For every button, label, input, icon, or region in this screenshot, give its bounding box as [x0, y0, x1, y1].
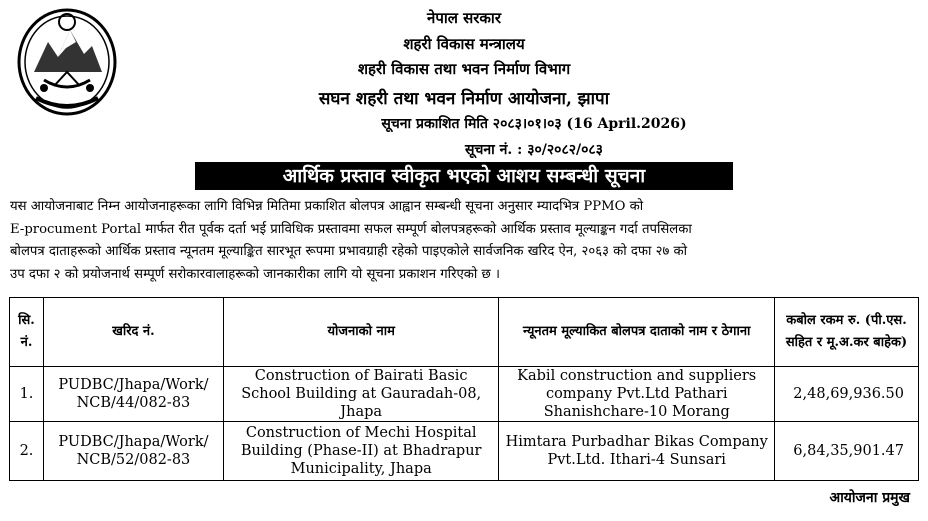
cell-amount: 2,48,69,936.50: [775, 367, 919, 422]
department-name: शहरी विकास तथा भवन निर्माण विभाग: [357, 60, 571, 78]
cell-sn: 2.: [10, 422, 44, 481]
cell-sn: 1.: [10, 367, 44, 422]
header-bidder: न्यूनतम मूल्याकित बोलपत्र दाताको नाम र ठेगाना: [499, 298, 775, 367]
paragraph-line: यस आयोजनाबाट निम्न आयोजनाहरूका लागि विभिन्न मितिमा प्रकाशित बोलपत्र आह्वान सम्बन्धी सूचना अनुसार म्यादभित्र PPMO को: [10, 199, 644, 214]
government-name: नेपाल सरकार: [427, 9, 501, 27]
notice-title: आर्थिक प्रस्ताव स्वीकृत भएको आशय सम्बन्धी सूचना: [195, 162, 733, 190]
cell-procurement-no: PUDBC/Jhapa/Work/ NCB/44/082-83: [43, 367, 223, 422]
cell-bidder: Himtara Purbadhar Bikas Company Pvt.Ltd. Ithari-4 Sunsari: [499, 422, 775, 481]
cell-bidder: Kabil construction and suppliers company Pvt.Ltd Pathari Shanishchare-10 Morang: [499, 367, 775, 422]
publication-date: सूचना प्रकाशित मिति २०८३।०१।०३ (16 April.2026): [381, 116, 687, 132]
table-row: [10, 422, 919, 481]
header-project-name: योजनाको नाम: [223, 298, 499, 367]
header-sn: सि. नं.: [10, 298, 44, 367]
notice-number: सूचना नं. : ३०/२०८२/०८३: [465, 142, 603, 158]
header-procurement-no: खरिद नं.: [43, 298, 223, 367]
table-header-row: [10, 298, 919, 367]
cell-amount: 6,84,35,901.47: [775, 422, 919, 481]
header-amount: कबोल रकम रु. (पी.एस. सहित र मू.अ.कर बाहेक): [775, 298, 919, 367]
cell-project-name: Construction of Mechi Hospital Building (Phase-II) at Bhadrapur Municipality, Jhapa: [223, 422, 499, 481]
notice-paragraph: [10, 196, 918, 286]
paragraph-line: E-procument Portal मार्फत रीत पूर्वक दर्ता भई प्राविधिक प्रस्तावमा सफल सम्पूर्ण बोलपत्रहरूको आर्थिक प्रस्ताव मूल्याङ्कन गर्दा तपसिलका: [10, 221, 692, 237]
cell-project-name: Construction of Bairati Basic School Building at Gauradah-08, Jhapa: [223, 367, 499, 422]
signatory-title: आयोजना प्रमुख: [829, 490, 910, 506]
paragraph-line: उप दफा २ को प्रयोजनार्थ सम्पूर्ण सरोकारवालाहरूको जानकारीका लागि यो सूचना प्रकाशन गरिएको छ ।: [10, 266, 500, 282]
project-office-name: सघन शहरी तथा भवन निर्माण आयोजना, झापा: [318, 89, 610, 109]
bid-results-table: [9, 297, 919, 481]
cell-procurement-no: PUDBC/Jhapa/Work/ NCB/52/082-83: [43, 422, 223, 481]
table-row: [10, 367, 919, 422]
ministry-name: शहरी विकास मन्त्रालय: [403, 35, 525, 53]
paragraph-line: बोलपत्र दाताहरूको आर्थिक प्रस्ताव न्यूनतम मूल्याङ्कित सारभूत रूपमा प्रभावग्राही रहेको पाइएकोले सार्वजनिक खरिद ऐन, २०६३ को दफा २७ को: [10, 244, 688, 259]
